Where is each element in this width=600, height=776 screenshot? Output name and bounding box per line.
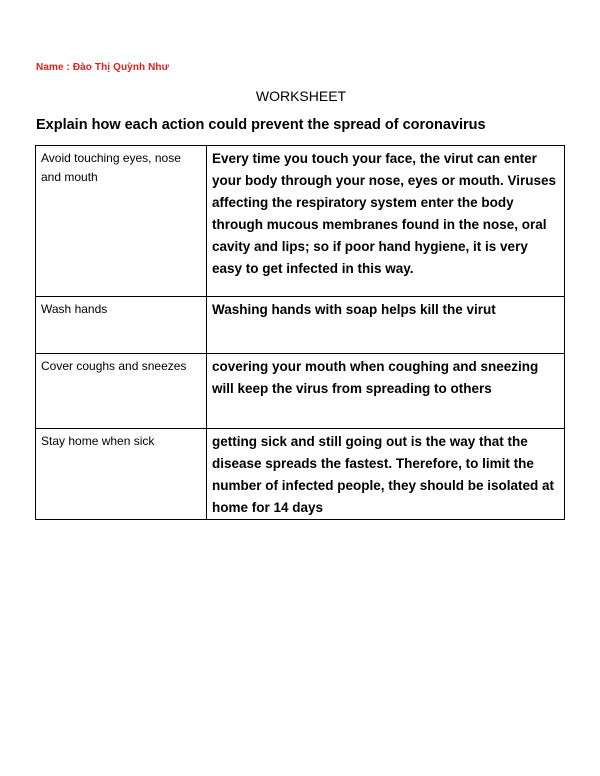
table-row [36,146,565,297]
action-cell: Avoid touching eyes, nose and mouth [36,146,207,297]
worksheet-title [0,88,600,104]
worksheet-table [35,145,565,520]
explanation-cell: Washing hands with soap helps kill the virut [207,297,565,354]
action-cell: Stay home when sick [36,429,207,520]
explanation-cell: covering your mouth when coughing and sneezing will keep the virus from spreading to others [207,354,565,429]
action-cell: Wash hands [36,297,207,354]
table-row [36,354,565,429]
worksheet-instruction: Explain how each action could prevent the spread of coronavirus [36,117,486,133]
worksheet-title-text: WORKSHEET [255,88,347,104]
table-row [36,429,565,520]
student-name-line: Name : Đào Thị Quỳnh Như [36,62,169,73]
explanation-cell: getting sick and still going out is the way that the disease spreads the fastest. Therefore, to limit the number of infected people, they should be isolated at home for 14 days [207,429,565,520]
explanation-cell: Every time you touch your face, the virut can enter your body through your nose, eyes or mouth. Viruses affecting the respiratory system enter the body through mucous membranes found in the nose, oral cavity and lips; so if poor hand hygiene, it is very easy to get infected in this way. [207,146,565,297]
table-row [36,297,565,354]
action-cell: Cover coughs and sneezes [36,354,207,429]
